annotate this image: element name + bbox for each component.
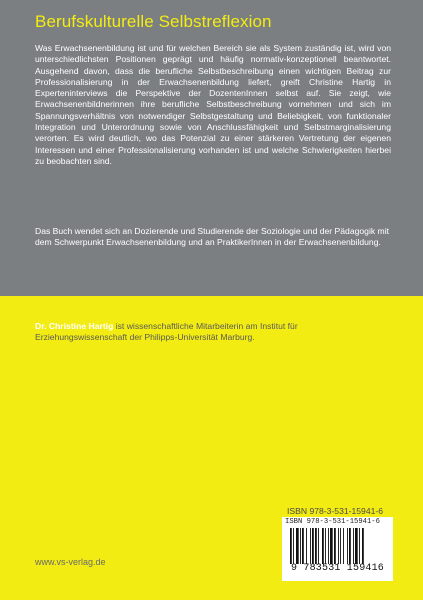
barcode-bars-icon xyxy=(290,528,386,564)
author-bio xyxy=(35,321,391,344)
barcode-isbn-text: ISBN 978-3-531-15941-6 xyxy=(285,518,380,526)
book-description: Was Erwachsenenbildung ist und für welchen Bereich sie als System zuständig ist, wird von unterschiedlichsten Positionen geprägt und häufig normativ-konzeptionell beantwortet. Ausgehend davon, dass die berufliche Selbstbeschreibung einen wichtigen Beitrag zur Professionalisierung in der Erwachsenenbildung liefert, greift Christine Hartig in Experteninterviews die Perspektive der DozentenInnen selbst auf. Sie zeigt, wie Erwachsenenbildnerinnen ihre berufliche Selbstbeschreibung vornehmen und sich im Spannungsverhältnis von notwendiger Selbstgestaltung und Beliebigkeit, von funktionaler Integration und Unterordnung sowie von Anschlussfähigkeit und Selbstmarginalisierung verorten. Es wird deutlich, wo das Potenzial zu einer stärkeren Vertretung der eigenen Interessen und einer Professionalisierung vorhanden ist und welche Schwierigkeiten hierbei zu beobachten sind. xyxy=(35,43,391,166)
author-description: ist wissenschaftliche Mitarbeiterin am Institut für Erziehungswissenschaft der Philipps-Universität Marburg. xyxy=(35,321,298,343)
publisher-website: www.vs-verlag.de xyxy=(35,557,106,567)
upper-panel xyxy=(0,0,423,296)
isbn-label: ISBN 978-3-531-15941-6 xyxy=(287,506,384,516)
barcode-digits: 9 783531 159416 xyxy=(290,563,384,574)
author-name: Dr. Christine Hartig xyxy=(35,321,114,331)
target-audience: Das Buch wendet sich an Dozierende und Studierende der Soziologie und der Pädagogik mit dem Schwerpunkt Erwachsenenbildung und an PraktikerInnen in der Erwachsenenbildung. xyxy=(35,226,390,248)
book-title: Berufskulturelle Selbstreflexion xyxy=(35,12,272,31)
barcode xyxy=(282,517,393,581)
